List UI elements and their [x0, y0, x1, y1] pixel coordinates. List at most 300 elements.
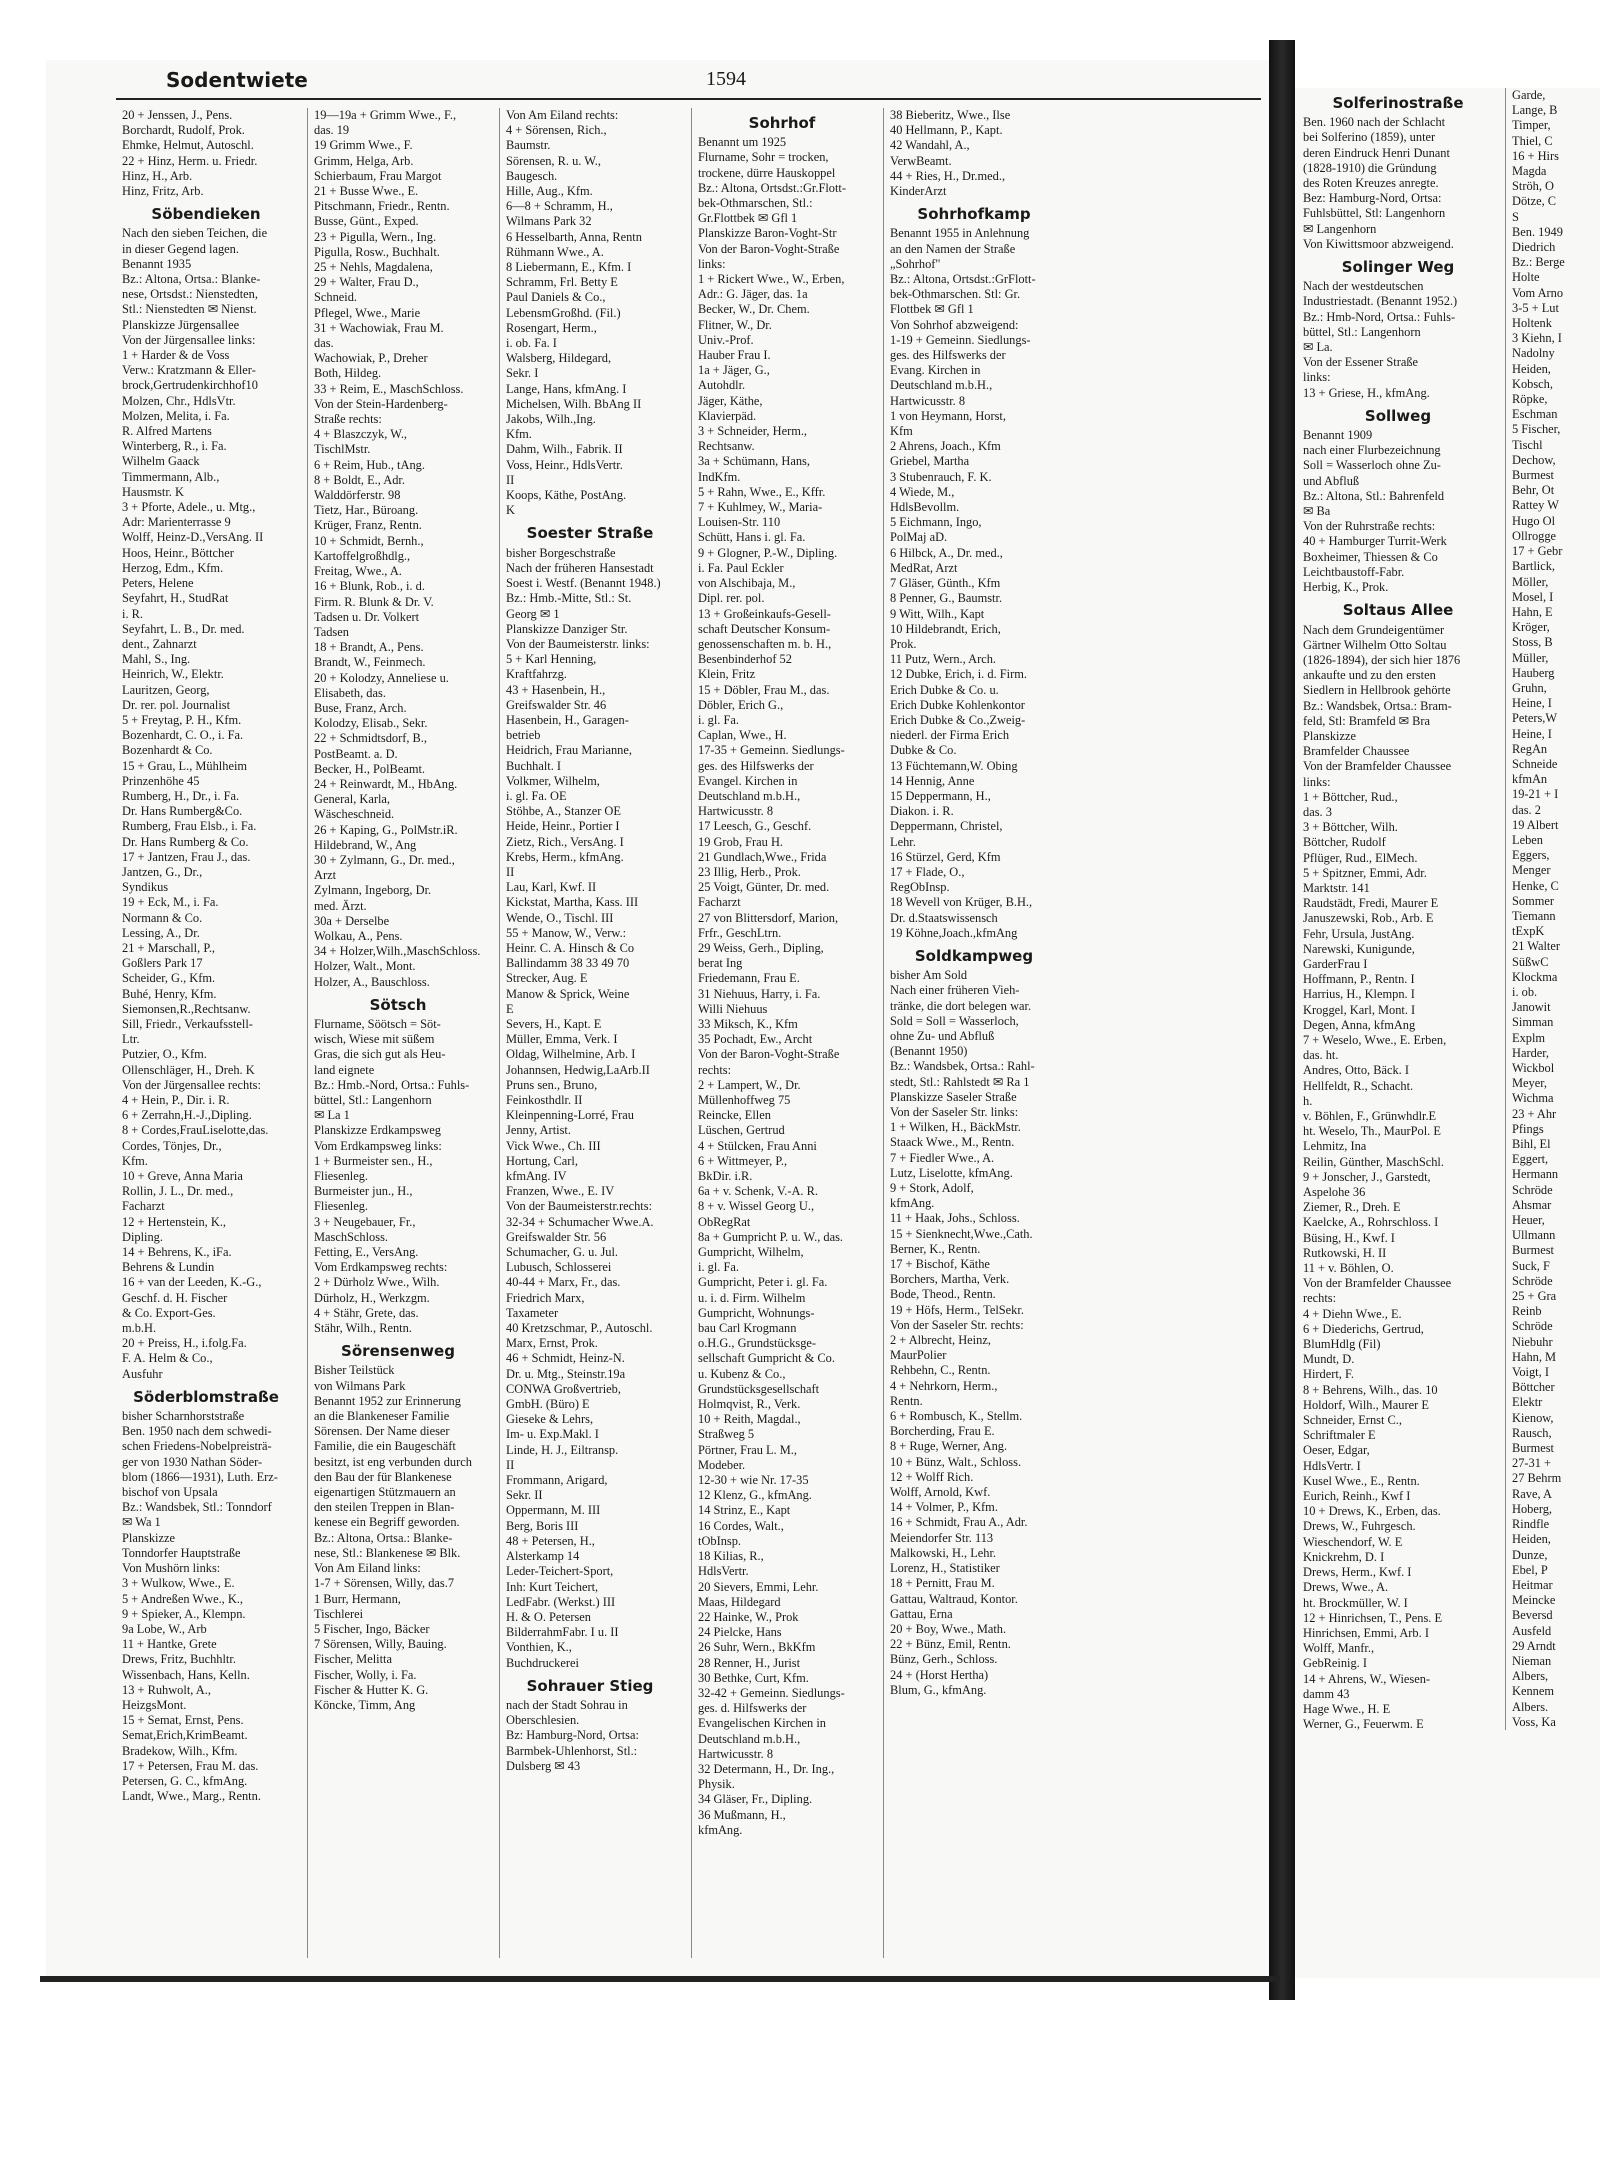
directory-entry-line: 18 + Brandt, A., Pens. [314, 640, 424, 655]
directory-entry-line: feld, Stl: Bramfeld ✉ Bra [1303, 713, 1431, 728]
right-page-column-1 [1303, 88, 1493, 1732]
directory-entry-line: Holte [1512, 270, 1540, 285]
directory-entry-line: 34 Gläser, Fr., Dipling. [698, 1792, 813, 1807]
directory-entry-line: 19 Albert [1512, 817, 1559, 832]
directory-entry-line: Oppermann, M. III [506, 1503, 601, 1518]
directory-entry-line: 6 + Reim, Hub., tAng. [314, 457, 425, 472]
directory-entry-line: das. [314, 336, 334, 351]
directory-entry-line: Von der Saseler Str. links: [890, 1105, 1019, 1119]
directory-entry-line: Heine, I [1512, 726, 1552, 741]
directory-entry-line: 21 + Busse Wwe., E. [314, 184, 419, 199]
directory-entry-line: Gattau, Erna [890, 1606, 953, 1621]
directory-entry-line: 9 + Spieker, A., Klempn. [122, 1606, 246, 1621]
directory-entry-line: Reilin, Günther, MaschSchl. [1303, 1154, 1444, 1169]
directory-entry-line: Bz.: Wandsbek, Ortsa.: Rahl- [890, 1059, 1035, 1074]
directory-entry-line: Kröger, [1512, 620, 1550, 635]
directory-entry-line: 2 + Albrecht, Heinz, [890, 1333, 991, 1348]
directory-entry-line: Von Am Eiland links: [314, 1561, 421, 1576]
directory-entry-line: Döbler, Erich G., [698, 697, 784, 712]
directory-entry-line: Marx, Ernst, Prok. [506, 1336, 598, 1351]
directory-entry-line: 25 Voigt, Günter, Dr. med. [698, 880, 830, 895]
directory-entry-line: Molzen, Melita, i. Fa. [122, 408, 230, 423]
directory-entry-line: 15 Deppermann, H., [890, 788, 991, 803]
directory-entry-line: HdlsBevollm. [890, 500, 960, 515]
directory-entry-line: Bz.: Wandsbek, Ortsa.: Bram- [1303, 698, 1452, 713]
directory-entry-line: Nach einer früheren Vieh- [890, 983, 1020, 998]
directory-entry-line: 4 + Diehn Wwe., E. [1303, 1306, 1402, 1321]
directory-entry-line: i. R. [122, 606, 143, 621]
directory-entry-line: 12 + Hertenstein, K., [122, 1214, 227, 1229]
directory-entry-line: Böttcher [1512, 1380, 1555, 1395]
directory-entry-line: Krebs, Herm., kfmAng. [506, 849, 624, 864]
directory-entry-line: Bramfelder Chaussee [1303, 744, 1410, 759]
directory-entry-line: 20 + Jenssen, J., Pens. [122, 108, 233, 122]
directory-entry-line: 11 Putz, Wern., Arch. [890, 652, 997, 667]
directory-entry-line: Bz.: Hmb.-Nord, Ortsa.: Fuhls- [314, 1077, 470, 1092]
directory-entry-line: das. 2 [1512, 802, 1541, 817]
directory-entry-line: Bz: Hamburg-Nord, Ortsa: [506, 1728, 639, 1743]
directory-entry-line: Diedrich [1512, 240, 1556, 255]
directory-entry-line: 10 Hildebrandt, Erich, [890, 621, 1001, 636]
directory-entry-line: Tischlerei [314, 1606, 364, 1621]
directory-entry-line: 1-7 + Sörensen, Willy, das.7 [314, 1576, 455, 1591]
directory-entry-line: Hartwicusstr. 8 [698, 804, 774, 819]
directory-entry-line: „Sohrhof" [890, 256, 941, 271]
directory-entry-line: Rave, A [1512, 1486, 1552, 1501]
directory-entry-line: Drews, Wwe., A. [1303, 1580, 1389, 1595]
directory-entry-line: Tonndorfer Hauptstraße [122, 1545, 241, 1560]
directory-entry-line: Von der Bramfelder Chaussee [1303, 1276, 1452, 1291]
directory-entry-line: Modeber. [698, 1457, 746, 1472]
directory-entry-line: Erich Dubke & Co.,Zweig- [890, 712, 1026, 727]
directory-entry-line: von Wilmans Park [314, 1378, 406, 1393]
directory-entry-line: Drews, W., Fuhrgesch. [1303, 1519, 1416, 1534]
directory-entry-line: Wichma [1512, 1091, 1554, 1106]
directory-entry-line: Dipl. rer. pol. [698, 591, 765, 606]
directory-entry-line: Willi Niehuus [698, 1001, 768, 1016]
directory-entry-line: HdlsVertr. [698, 1564, 749, 1579]
directory-entry-line: stedt, Stl.: Rahlstedt ✉ Ra 1 [890, 1074, 1030, 1089]
directory-entry-line: Von der Baron-Voght-Straße [698, 241, 840, 256]
directory-entry-line: Thiel, C [1512, 133, 1553, 148]
directory-entry-line: Malkowski, H., Lehr. [890, 1545, 996, 1560]
directory-entry-line: GebReinig. I [1303, 1656, 1368, 1671]
directory-entry-line: Pflüger, Rud., ElMech. [1303, 850, 1418, 865]
directory-entry-line: 33 + Reim, E., MaschSchloss. [314, 381, 464, 396]
directory-entry-line: Staack Wwe., M., Rentn. [890, 1135, 1015, 1150]
directory-entry-line: 6 Hilbck, A., Dr. med., [890, 545, 1003, 560]
directory-entry-line: 16 + Schmidt, Frau A., Adr. [890, 1515, 1028, 1530]
directory-entry-line: Bz.: Berge [1512, 255, 1565, 270]
directory-entry-line: 22 Hainke, W., Prok [698, 1609, 799, 1624]
column-5 [883, 108, 1062, 1958]
directory-entry-line: Scheider, G., Kfm. [122, 971, 216, 986]
directory-entry-line: 26 Suhr, Wern., BkKfm [698, 1640, 816, 1655]
directory-entry-line: Buchdruckerei [506, 1655, 579, 1670]
directory-entry-line: Dahm, Wilh., Fabrik. II [506, 442, 623, 457]
directory-entry-line: bisher Borgeschstraße [506, 545, 616, 560]
directory-entry-line: 40 Hellmann, P., Kapt. [890, 123, 1003, 138]
directory-entry-line: Michelsen, Wilh. BbAng II [506, 396, 642, 411]
directory-entry-line: Hellfeldt, R., Schacht. [1303, 1078, 1414, 1093]
directory-entry-line: Nach der westdeutschen [1303, 279, 1424, 294]
left-page [46, 60, 1269, 1980]
directory-entry-line: Schierbaum, Frau Margot [314, 168, 442, 183]
directory-entry-line: 17-35 + Gemeinn. Siedlungs- [698, 743, 845, 758]
directory-entry-line: i. Fa. Paul Eckler [698, 560, 784, 575]
directory-entry-line: Fliesenleg. [314, 1199, 369, 1214]
directory-entry-line: Peters, Helene [122, 576, 194, 591]
directory-entry-line: Besenbinderhof 52 [698, 652, 792, 667]
directory-entry-line: 10 + Bünz, Walt., Schloss. [890, 1454, 1022, 1469]
directory-entry-line: Zietz, Rich., VersAng. I [506, 834, 624, 849]
directory-entry-line: (1828-1910) die Gründung [1303, 160, 1437, 175]
directory-entry-line: 4 Wiede, M., [890, 484, 955, 499]
directory-entry-line: 7 + Kuhlmey, W., Maria- [698, 500, 823, 515]
book-gutter [1269, 40, 1295, 2000]
directory-entry-line: Rechtsanw. [698, 439, 755, 454]
directory-entry-line: Oeser, Edgar, [1303, 1443, 1370, 1458]
directory-entry-line: Prinzenhöhe 45 [122, 773, 200, 788]
directory-entry-line: 19 + Eck, M., i. Fa. [122, 895, 219, 910]
directory-entry-line: Nieman [1512, 1653, 1552, 1668]
directory-entry-line: Soest i. Westf. (Benannt 1948.) [506, 576, 661, 591]
directory-entry-line: Von der Baumeisterstr. links: [506, 636, 650, 651]
directory-entry-line: Aspelohe 36 [1303, 1185, 1366, 1200]
page-header [166, 68, 1266, 98]
directory-entry-line: KinderArzt [890, 184, 947, 199]
directory-entry-line: 29 Arndt [1512, 1638, 1556, 1653]
directory-entry-line: Suck, F [1512, 1258, 1550, 1273]
directory-entry-line: 13 + Griese, H., kfmAng. [1303, 385, 1430, 400]
directory-entry-line: Narewski, Kunigunde, [1303, 941, 1415, 956]
directory-entry-line: Im- u. Exp.Makl. I [506, 1427, 599, 1442]
directory-entry-line: Oldag, Wilhelmine, Arb. I [506, 1047, 636, 1062]
directory-entry-line: Elisabeth, das. [314, 685, 386, 700]
directory-entry-line: 8 Liebermann, E., Kfm. I [506, 260, 632, 275]
directory-entry-line: Lutz, Liselotte, kfmAng. [890, 1165, 1013, 1180]
directory-entry-line: Rausch, [1512, 1425, 1552, 1440]
directory-entry-line: 30 Bethke, Curt, Kfm. [698, 1670, 809, 1685]
directory-entry-line: Prok. [890, 636, 917, 651]
directory-entry-line: 2 + Dürholz Wwe., Wilh. [314, 1275, 440, 1290]
directory-entry-line: 31 + Wachowiak, Frau M. [314, 320, 444, 335]
directory-entry-line: Nach dem Grundeigentümer [1303, 622, 1445, 637]
directory-entry-line: Pflegel, Wwe., Marie [314, 305, 421, 320]
directory-entry-line: Bozenhardt, C. O., i. Fa. [122, 728, 244, 743]
directory-entry-line: 3 Stubenrauch, F. K. [890, 469, 992, 484]
column-2 [307, 108, 486, 1958]
directory-entry-line: Bz.: Altona, Ortsdst.:GrFlott- [890, 272, 1036, 287]
directory-entry-line: Böttcher, Rudolf [1303, 835, 1386, 850]
directory-entry-line: Hille, Aug., Kfm. [506, 184, 593, 199]
directory-entry-line: S [1512, 209, 1519, 224]
directory-entry-line: Verw.: Kratzmann & Eller- [122, 363, 256, 378]
directory-entry-line: 25 + Nehls, Magdalena, [314, 260, 433, 275]
directory-entry-line: Ehmke, Helmut, Autoschl. [122, 138, 254, 153]
directory-entry-line: Heuer, [1512, 1213, 1545, 1228]
directory-entry-line: Buse, Franz, Arch. [314, 700, 407, 715]
directory-entry-line: MaschSchloss. [314, 1229, 388, 1244]
street-heading: Söderblomstraße [133, 1387, 279, 1406]
directory-entry-line: Wilhelm Gaack [122, 454, 200, 469]
directory-entry-line: Schriftmaler E [1303, 1428, 1376, 1443]
directory-entry-line: 17 + Bischof, Käthe [890, 1257, 990, 1272]
directory-entry-line: 55 + Manow, W., Verw.: [506, 925, 627, 940]
directory-entry-line: 16 Cordes, Walt., [698, 1518, 784, 1533]
directory-entry-line: 1a + Jäger, G., [698, 363, 770, 378]
directory-entry-line: Voss, Ka [1512, 1714, 1556, 1729]
directory-entry-line: bisher Am Sold [890, 968, 968, 983]
directory-entry-line: Planskizze [122, 1530, 175, 1545]
directory-entry-line: eigenartigen Stützmauern an [314, 1485, 456, 1500]
directory-entry-line: Klein, Fritz [698, 667, 756, 682]
directory-entry-line: 14 + Ahrens, W., Wiesen- [1303, 1671, 1431, 1686]
directory-entry-line: 24 + (Horst Hertha) [890, 1667, 989, 1682]
directory-entry-line: Planskizze Danziger Str. [506, 621, 628, 636]
directory-entry-line: 10 + Schmidt, Bernh., [314, 533, 424, 548]
directory-entry-line: 17 + Petersen, Frau M. das. [122, 1758, 259, 1773]
directory-entry-line: ✉ La. [1303, 340, 1333, 355]
directory-entry-line: Hoffmann, P., Rentn. I [1303, 972, 1415, 987]
directory-entry-line: in dieser Gegend lagen. [122, 241, 239, 256]
directory-entry-line: kfmAng. IV [506, 1169, 567, 1184]
directory-entry-line: Planskizze Jürgensallee [122, 317, 240, 332]
directory-entry-line: Müllenhoffweg 75 [698, 1093, 791, 1107]
directory-entry-line: Dr. rer. pol. Journalist [122, 697, 231, 712]
directory-entry-line: Büsing, H., Kwf. I [1303, 1230, 1395, 1245]
directory-entry-line: 21 + Marschall, P., [122, 940, 216, 955]
directory-entry-line: Niebuhr [1512, 1334, 1553, 1349]
directory-entry-line: (1826-1894), der sich hier 1876 [1303, 652, 1461, 667]
directory-entry-line: genossenschaften m. b. H., [698, 636, 832, 651]
directory-entry-line: Dechow, [1512, 452, 1556, 467]
directory-entry-line: Marktstr. 141 [1303, 880, 1370, 895]
directory-entry-line: von Alschibaja, M., [698, 576, 796, 591]
directory-entry-line: 15 + Grau, L., Mühlheim [122, 758, 248, 773]
directory-entry-line: Reincke, Ellen [698, 1108, 771, 1123]
street-heading: Sohrhof [748, 114, 816, 132]
directory-entry-line: Vonthien, K., [506, 1640, 572, 1655]
directory-entry-line: Stoss, B [1512, 635, 1553, 650]
directory-entry-line: 1 + Rickert Wwe., W., Erben, [698, 272, 845, 287]
directory-entry-line: Timmermann, Alb., [122, 469, 220, 484]
directory-entry-line: Pruns sen., Bruno, [506, 1077, 598, 1092]
directory-entry-line: Siemonsen,R.,Rechtsanw. [122, 1001, 251, 1016]
directory-entry-line: Von Sohrhof abzweigend: [890, 317, 1019, 332]
directory-entry-line: 8 + v. Wissel Georg U., [698, 1199, 815, 1214]
directory-entry-line: Grimm, Helga, Arb. [314, 153, 414, 168]
directory-entry-line: Soll = Wasserloch ohne Zu- [1303, 458, 1441, 473]
directory-entry-line: Borcherding, Frau E. [890, 1424, 995, 1439]
directory-entry-line: Blum, G., kfmAng. [890, 1682, 987, 1697]
directory-entry-line: 24 + Reinwardt, M., HbAng. [314, 776, 458, 791]
directory-entry-line: Ollrogge [1512, 528, 1557, 543]
directory-entry-line: Walsberg, Hildegard, [506, 351, 612, 366]
street-heading: Sohrhofkamp [917, 205, 1031, 224]
directory-entry-line: Vom Arno [1512, 285, 1564, 300]
directory-entry-line: Leichtbaustoff-Fabr. [1303, 564, 1405, 579]
directory-entry-line: Nach den sieben Teichen, die [122, 226, 268, 241]
directory-entry-line: Meiendorfer Str. 113 [890, 1530, 994, 1545]
directory-entry-line: Hirdert, F. [1303, 1367, 1354, 1382]
directory-entry-line: Hinrichsen, Emmi, Arb. I [1303, 1625, 1429, 1640]
directory-entry-line: betrieb [506, 728, 541, 743]
directory-entry-line: 19 Grimm Wwe., F. [314, 138, 413, 153]
directory-entry-line: bei Solferino (1859), unter [1303, 130, 1436, 145]
directory-entry-line: 27-31 + [1512, 1456, 1551, 1471]
directory-entry-line: 16 + van der Leeden, K.-G., [122, 1275, 262, 1290]
directory-entry-line: 40-44 + Marx, Fr., das. [506, 1275, 621, 1290]
directory-entry-line: Klavierpäd. [698, 408, 757, 423]
directory-entry-line: ObRegRat [698, 1214, 751, 1229]
directory-entry-line: Leben [1512, 832, 1543, 847]
directory-entry-line: Lange, B [1512, 103, 1558, 118]
directory-entry-line: Cordes, Tönjes, Dr., [122, 1138, 222, 1153]
directory-entry-line: Industriestadt. (Benannt 1952.) [1303, 294, 1458, 309]
directory-entry-line: Albers. [1512, 1699, 1549, 1714]
directory-entry-line: Vom Erdkampsweg rechts: [314, 1260, 448, 1275]
directory-entry-line: 3 + Schneider, Herm., [698, 424, 808, 439]
directory-entry-line: Benannt 1909 [1303, 428, 1373, 443]
directory-entry-line: MedRat, Arzt [890, 560, 958, 575]
directory-entry-line: Vick Wwe., Ch. III [506, 1138, 601, 1153]
directory-entry-line: Hasenbein, H., Garagen- [506, 712, 629, 727]
directory-entry-line: niederl. der Firma Erich [890, 728, 1010, 743]
directory-entry-line: 5 Fischer, Ingo, Bäcker [314, 1621, 430, 1636]
directory-entry-line: 18 Kilias, R., [698, 1549, 764, 1564]
directory-entry-line: Seyfahrt, L. B., Dr. med. [122, 621, 245, 636]
directory-entry-line: Autohdlr. [698, 378, 746, 393]
directory-entry-line: 3 + Neugebauer, Fr., [314, 1214, 416, 1229]
directory-entry-line: Greifswalder Str. 56 [506, 1229, 607, 1244]
directory-entry-line: Pfings [1512, 1121, 1544, 1136]
directory-entry-line: 31 Niehuus, Harry, i. Fa. [698, 986, 821, 1001]
directory-entry-line: 2 + Lampert, W., Dr. [698, 1077, 801, 1092]
directory-entry-line: Dipling. [122, 1229, 163, 1244]
directory-entry-line: Benannt 1935 [122, 256, 192, 271]
directory-entry-line: Müller, Emma, Verk. I [506, 1032, 618, 1047]
directory-entry-line: 1 + Harder & de Voss [122, 348, 230, 363]
directory-entry-line: Tiemann [1512, 908, 1556, 923]
directory-entry-line: Gr.Flottbek ✉ Gfl 1 [698, 211, 798, 226]
directory-entry-line: 33 Miksch, K., Kfm [698, 1016, 798, 1031]
directory-entry-line: Georg ✉ 1 [506, 606, 560, 621]
directory-entry-line: links: [1303, 370, 1331, 385]
directory-entry-line: i. ob. Fa. I [506, 336, 557, 351]
directory-entry-line: Von Am Eiland rechts: [506, 108, 619, 122]
directory-entry-line: Wilmans Park 32 [506, 214, 592, 229]
directory-entry-line: 19—19a + Grimm Wwe., F., [314, 108, 457, 122]
directory-entry-line: Hildebrand, W., Ang [314, 837, 417, 852]
directory-entry-line: Rentn. [890, 1393, 923, 1408]
directory-entry-line: 8 + Behrens, Wilh., das. 10 [1303, 1382, 1438, 1397]
directory-entry-line: den Bau der für Blankenese [314, 1469, 452, 1484]
directory-entry-line: II [506, 472, 515, 487]
directory-entry-line: 23 + Ahr [1512, 1106, 1557, 1121]
directory-entry-line: Sörensen. Der Name dieser [314, 1424, 450, 1439]
directory-entry-line: Bode, Theod., Rentn. [890, 1287, 996, 1302]
directory-entry-line: Hage Wwe., H. E [1303, 1701, 1391, 1716]
column-6 [1075, 108, 1253, 1958]
directory-entry-line: 44 + Ries, H., Dr.med., [890, 168, 1006, 183]
directory-entry-line: 6 Hesselbarth, Anna, Rentn [506, 229, 642, 244]
directory-entry-line: 10 + Drews, K., Erben, das. [1303, 1504, 1441, 1519]
directory-entry-line: 13 + Ruhwolt, A., [122, 1682, 211, 1697]
directory-entry-line: Flurname, Sohr = trocken, [698, 150, 829, 165]
directory-entry-line: Walddörferstr. 98 [314, 488, 401, 503]
directory-entry-line: bek-Othmarschen, Stl.: [698, 196, 813, 211]
directory-entry-line: 3 + Böttcher, Wilh. [1303, 820, 1398, 835]
directory-entry-line: 19 Grob, Frau H. [698, 834, 784, 849]
directory-entry-line: Planskizze Erdkampsweg [314, 1123, 441, 1138]
directory-entry-line: Schramm, Frl. Betty E [506, 275, 618, 290]
directory-entry-line: Goßlers Park 17 [122, 956, 203, 971]
directory-entry-line: Rumberg, H., Dr., i. Fa. [122, 788, 240, 803]
directory-entry-line: m.b.H. [122, 1321, 157, 1336]
directory-entry-line: 9 + Jonscher, J., Garstedt, [1303, 1169, 1431, 1184]
directory-entry-line: Gumpricht, Wilhelm, [698, 1245, 804, 1260]
directory-entry-line: Hauber Frau I. [698, 348, 771, 363]
directory-entry-line: büttel, Stl.: Langenhorn [1303, 324, 1421, 339]
directory-entry-line: damm 43 [1303, 1686, 1350, 1701]
directory-entry-line: Von der Bramfelder Chaussee [1303, 759, 1452, 774]
directory-entry-line: Wissenbach, Hans, Kelln. [122, 1667, 250, 1682]
directory-entry-line: F. A. Helm & Co., [122, 1351, 213, 1366]
directory-entry-line: 4 + Stülcken, Frau Anni [698, 1138, 817, 1153]
directory-entry-line: 34 + Holzer,Wilh.,MaschSchloss. [314, 944, 481, 959]
directory-entry-line: Burmest [1512, 1243, 1554, 1258]
directory-entry-line: Pörtner, Frau L. M., [698, 1442, 797, 1457]
directory-entry-line: bischof von Upsala [122, 1485, 218, 1500]
directory-entry-line: Gumpricht, Peter i. gl. Fa. [698, 1275, 828, 1290]
directory-entry-line: Burmest [1512, 468, 1554, 483]
directory-entry-line: Heinr. C. A. Hinsch & Co [506, 940, 635, 955]
directory-entry-line: v. Böhlen, F., Grünwhdlr.E [1303, 1109, 1437, 1123]
directory-entry-line: Jäger, Käthe, [698, 393, 763, 408]
directory-entry-line: das. ht. [1303, 1048, 1339, 1063]
directory-entry-line: Wolff, Arnold, Kwf. [890, 1485, 991, 1500]
directory-entry-line: Evangel. Kirchen in [698, 773, 798, 788]
directory-entry-line: Voss, Heinr., HdlsVertr. [506, 457, 623, 472]
directory-entry-line: Meyer, [1512, 1076, 1547, 1091]
page-bottom-edge [40, 1976, 1280, 1982]
directory-entry-line: Ltr. [122, 1032, 140, 1047]
directory-entry-line: i. gl. Fa. [698, 712, 739, 727]
directory-entry-line: Ausfuhr [122, 1366, 163, 1381]
directory-entry-line: deren Eindruck Henri Dunant [1303, 145, 1450, 160]
directory-entry-line: Von der Saseler Str. rechts: [890, 1317, 1024, 1332]
directory-entry-line: & Co. Export-Ges. [122, 1305, 216, 1320]
directory-entry-line: Raudstädt, Fredi, Maurer E [1303, 896, 1439, 911]
directory-entry-line: Physik. [698, 1777, 735, 1792]
directory-entry-line: RegObInsp. [890, 880, 950, 895]
directory-entry-line: Wieschendorf, W. E [1303, 1534, 1403, 1549]
directory-entry-line: 8 + Ruge, Werner, Ang. [890, 1439, 1008, 1454]
directory-entry-line: Dunze, [1512, 1547, 1548, 1562]
directory-entry-line: Degen, Anna, kfmAng [1303, 1017, 1416, 1032]
directory-entry-line: Planskizze [1303, 728, 1356, 743]
directory-entry-line: Wende, O., Tischl. III [506, 910, 614, 925]
directory-entry-line: nach der Stadt Sohrau in [506, 1697, 628, 1712]
directory-entry-line: 16 + Hirs [1512, 148, 1559, 163]
directory-entry-line: 5 + Spitzner, Emmi, Adr. [1303, 865, 1427, 880]
directory-entry-line: 11 + Hantke, Grete [122, 1637, 217, 1652]
directory-entry-line: Von der Jürgensallee links: [122, 332, 256, 347]
directory-entry-line: Bz.: Altona, Stl.: Bahrenfeld [1303, 488, 1445, 503]
directory-entry-line: Hahn, M [1512, 1349, 1557, 1364]
directory-entry-line: Molzen, Chr., HdlsVtr. [122, 393, 236, 408]
